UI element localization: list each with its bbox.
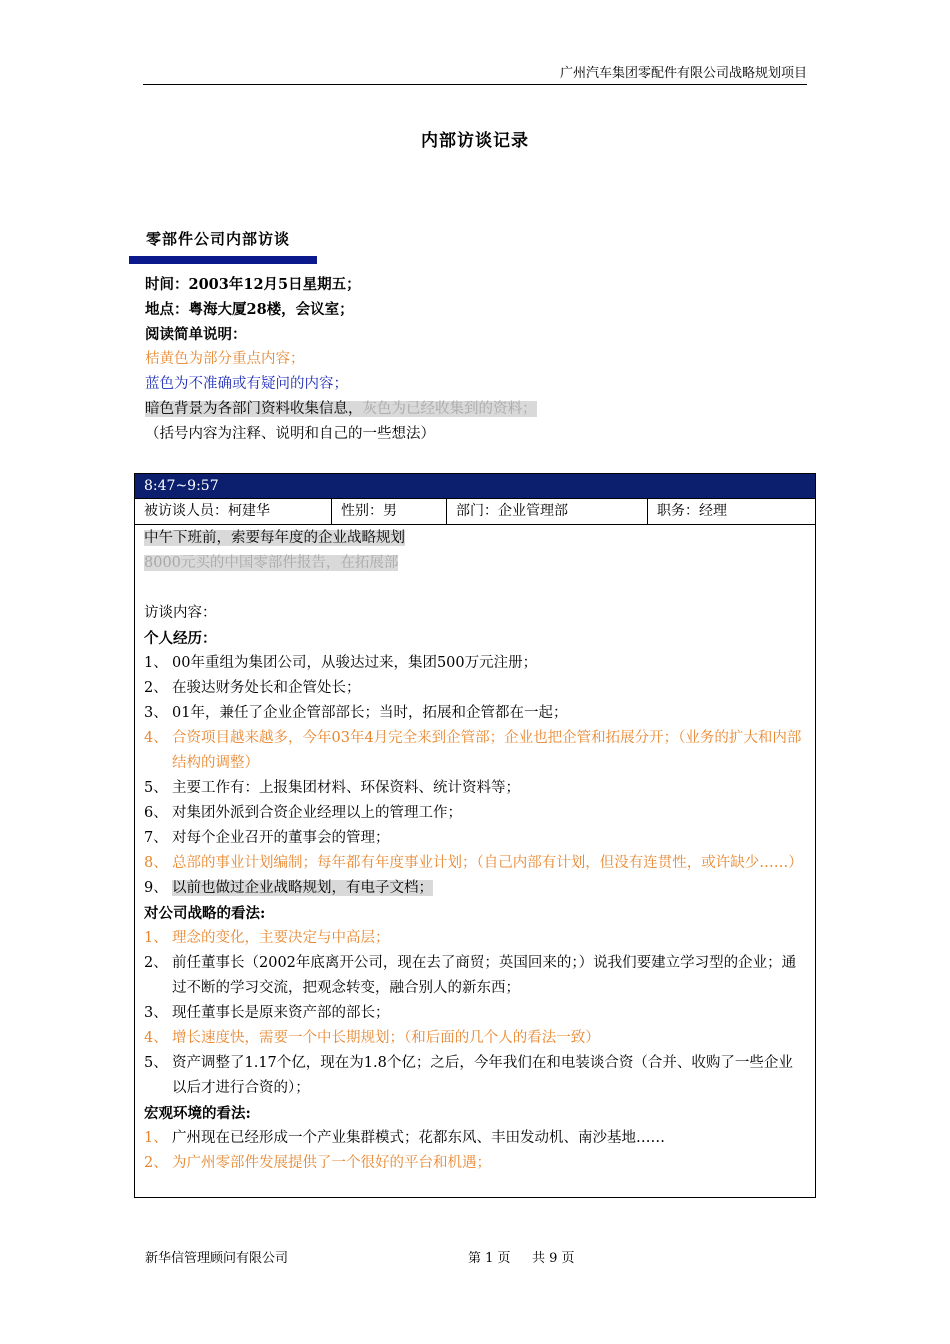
list-item [144, 1126, 806, 1151]
list-text: 在骏达财务处长和企管处长； [172, 680, 361, 696]
interviewee-name: 被访谈人员：柯建华 [144, 503, 270, 519]
list-item [144, 801, 806, 826]
personal-heading: 个人经历： [144, 630, 217, 647]
page-title: 内部访谈记录 [421, 131, 529, 151]
list-num: 4、 [144, 730, 168, 746]
list-num: 5、 [144, 780, 168, 796]
list-num: 8、 [144, 855, 168, 871]
list-text: 前任董事长（2002年底离开公司，现在去了商贸；英国回来的；）说我们要建立学习型的企业；通过不断的学习交流，把观念转变，融合别人的新东西； [172, 955, 797, 996]
legend-gray: 灰色为已经收集到的资料； [362, 401, 537, 417]
list-text: 广州现在已经形成一个产业集群模式；花都东风、丰田发动机、南沙基地…… [172, 1130, 665, 1146]
list-num: 6、 [144, 805, 168, 821]
list-item [144, 701, 806, 726]
list-text: 现任董事长是原来资产部的部长； [172, 1005, 390, 1021]
list-num: 1、 [144, 1130, 168, 1146]
header-project-name: 广州汽车集团零配件有限公司战略规划项目 [559, 66, 807, 81]
macro-heading: 宏观环境的看法: [144, 1105, 251, 1122]
legend-background [145, 397, 537, 422]
interviewee-department: 部门：企业管理部 [446, 499, 647, 524]
meeting-time: 时间：2003年12月5日星期五； [145, 276, 361, 293]
strategy-heading: 对公司战略的看法: [144, 905, 266, 922]
list-item [144, 1051, 806, 1101]
list-item [144, 676, 806, 701]
list-text: 00年重组为集团公司，从骏达过来，集团500万元注册； [172, 655, 538, 671]
legend-parenthesis: （括号内容为注释、说明和自己的一些想法） [145, 426, 435, 442]
list-item [144, 1026, 806, 1051]
list-num: 2、 [144, 680, 168, 696]
section-title: 零部件公司内部访谈 [146, 230, 291, 248]
list-num: 1、 [144, 930, 168, 946]
list-item [144, 651, 806, 676]
interviewee-gender: 性别：男 [331, 499, 446, 524]
interviewee-info-row [135, 498, 815, 525]
list-text: 资产调整了1.17个亿，现在为1.8个亿；之后，今年我们在和电装谈合资（合并、收购了一些企业以后才进行合资的）； [172, 1055, 793, 1096]
list-text: 总部的事业计划编制；每年都有年度事业计划；（自己内部有计划，但没有连贯性，或许缺少……） [172, 855, 803, 871]
list-text: 合资项目越来越多，今年03年4月完全来到企管部；企业也把企管和拓展分开；（业务的扩大和内部结构的调整） [172, 730, 802, 771]
list-text: 理念的变化，主要决定与中高层； [172, 930, 390, 946]
list-text: 对每个企业召开的董事会的管理； [172, 830, 390, 846]
interview-table [134, 473, 816, 1198]
list-item [144, 826, 806, 851]
interview-content [135, 525, 815, 1176]
section-underline-bar [129, 256, 317, 264]
list-item [144, 1001, 806, 1026]
list-item [144, 951, 806, 1001]
list-text: 对集团外派到合资企业经理以上的管理工作； [172, 805, 462, 821]
list-num: 3、 [144, 705, 168, 721]
list-text: 增长速度快，需要一个中长期规划；（和后面的几个人的看法一致） [172, 1030, 600, 1046]
reading-note: 阅读简单说明： [145, 326, 247, 343]
list-item [144, 1151, 806, 1176]
list-num: 1、 [144, 655, 168, 671]
intro-block [145, 272, 537, 447]
list-num: 5、 [144, 1055, 168, 1071]
list-text: 主要工作有：上报集团材料、环保资料、统计资料等； [172, 780, 520, 796]
note-gray: 8000元买的中国零部件报告，在拓展部 [144, 555, 399, 571]
list-num: 2、 [144, 955, 168, 971]
note-dark: 中午下班前，索要每年度的企业战略规划 [144, 530, 405, 546]
footer-page: 第 1 页 [468, 1251, 511, 1266]
interviewee-position: 职务：经理 [647, 499, 815, 524]
list-num: 2、 [144, 1155, 168, 1171]
footer-company: 新华信管理顾问有限公司 [145, 1251, 289, 1266]
list-item [144, 876, 806, 901]
list-item [144, 926, 806, 951]
list-item [144, 851, 806, 876]
footer-total: 共 9 页 [532, 1251, 575, 1266]
interview-time-range: 8:47~9:57 [135, 474, 815, 498]
legend-orange: 桔黄色为部分重点内容； [145, 351, 305, 367]
list-num: 3、 [144, 1005, 168, 1021]
legend-dark: 暗色背景为各部门资料收集信息， [145, 401, 363, 417]
list-num: 7、 [144, 830, 168, 846]
legend-blue: 蓝色为不准确或有疑问的内容； [145, 376, 348, 392]
list-item [144, 726, 806, 776]
list-num: 4、 [144, 1030, 168, 1046]
content-label: 访谈内容： [144, 605, 217, 621]
list-text: 以前也做过企业战略规划，有电子文档； [172, 880, 433, 896]
list-text: 01年，兼任了企业企管部部长；当时，拓展和企管都在一起； [172, 705, 568, 721]
list-num: 9、 [144, 880, 168, 896]
page-header [143, 67, 807, 85]
list-text: 为广州零部件发展提供了一个很好的平台和机遇； [172, 1155, 491, 1171]
meeting-place: 地点：粤海大厦28楼，会议室； [145, 301, 354, 318]
list-item [144, 776, 806, 801]
